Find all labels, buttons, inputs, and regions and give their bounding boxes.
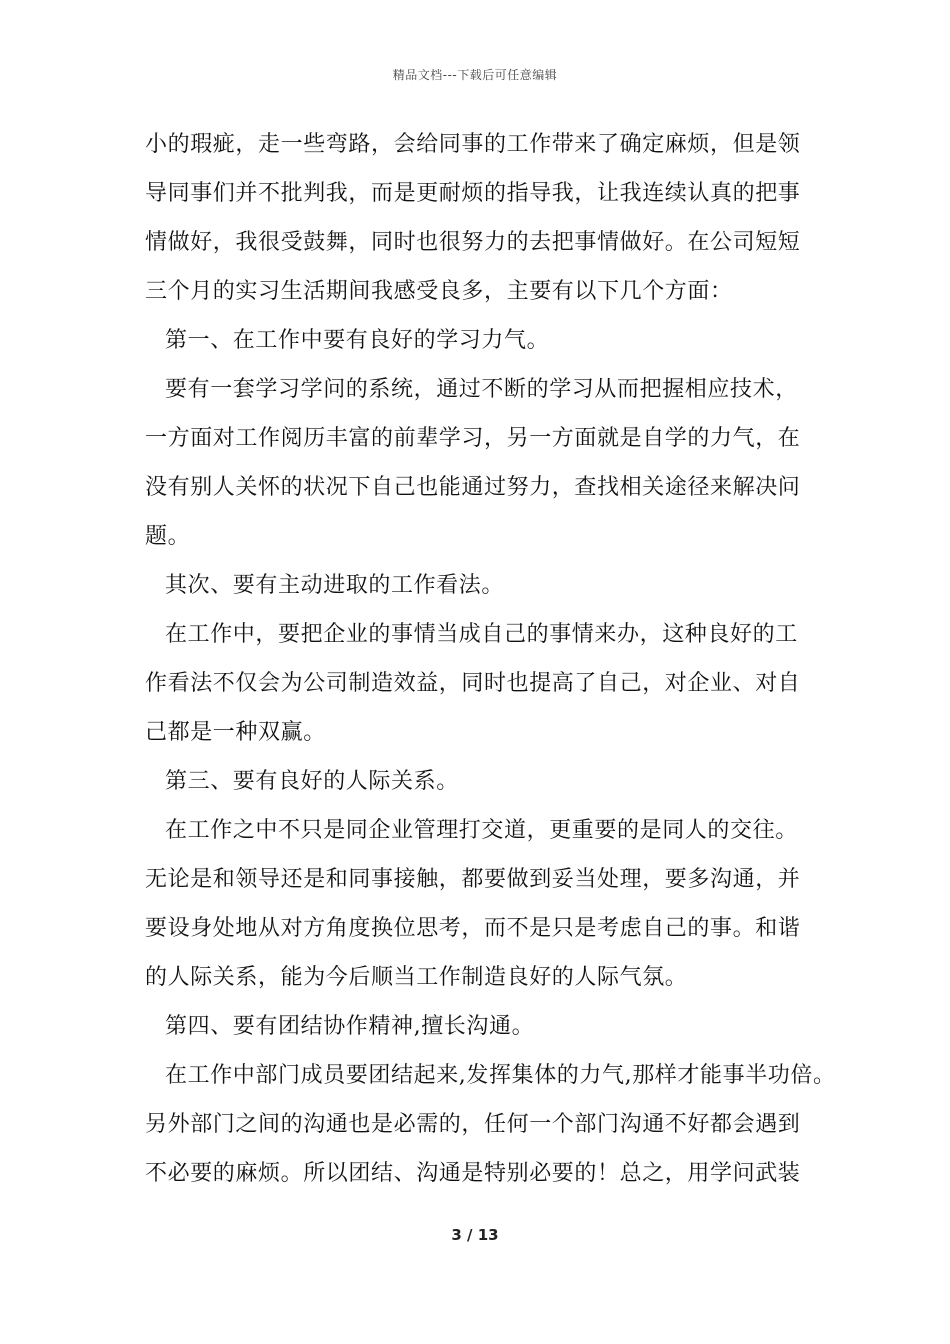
paragraph-line: 没有别人关怀的状况下自己也能通过努力，查找相关途径来解决问	[145, 475, 801, 500]
paragraph-line: 己都是一种双赢。	[145, 720, 326, 745]
paragraph-line: 在工作之中不只是同企业管理打交道，更重要的是同人的交往。	[165, 818, 798, 843]
paragraph-line: 在工作中，要把企业的事情当成自己的事情来办，这种良好的工	[165, 622, 798, 647]
paragraph-line: 小的瑕疵，走一些弯路，会给同事的工作带来了确定麻烦，但是领	[145, 132, 801, 157]
paragraph-line: 三个月的实习生活期间我感受良多，主要有以下几个方面：	[145, 279, 733, 304]
paragraph-line: 要设身处地从对方角度换位思考，而不是只是考虑自己的事。和谐	[145, 916, 801, 941]
section-heading: 第一、在工作中要有良好的学习力气。	[165, 328, 550, 353]
section-heading: 第三、要有良好的人际关系。	[165, 769, 459, 794]
section-heading: 其次、要有主动进取的工作看法。	[165, 573, 505, 598]
paragraph-line: 的人际关系，能为今后顺当工作制造良好的人际气氛。	[145, 965, 688, 990]
section-heading: 第四、要有团结协作精神,擅长沟通。	[165, 1014, 535, 1039]
paragraph-line: 无论是和领导还是和同事接触，都要做到妥当处理，要多沟通，并	[145, 867, 801, 892]
paragraph-line: 情做好，我很受鼓舞，同时也很努力的去把事情做好。在公司短短	[145, 230, 801, 255]
paragraph-line: 题。	[145, 524, 191, 549]
paragraph-line: 在工作中部门成员要团结起来,发挥集体的力气,那样才能事半功倍。	[165, 1063, 836, 1088]
page-header: 精品文档---下载后可任意编辑	[392, 68, 558, 82]
paragraph-line: 作看法不仅会为公司制造效益，同时也提高了自己，对企业、对自	[145, 671, 801, 696]
paragraph-line: 另外部门之间的沟通也是必需的，任何一个部门沟通不好都会遇到	[145, 1112, 801, 1137]
paragraph-line: 导同事们并不批判我，而是更耐烦的指导我，让我连续认真的把事	[145, 181, 801, 206]
paragraph-line: 一方面对工作阅历丰富的前辈学习，另一方面就是自学的力气，在	[145, 426, 801, 451]
paragraph-line: 不必要的麻烦。所以团结、沟通是特别必要的！总之，用学问武装	[145, 1161, 801, 1186]
page-number: 3 / 13	[451, 1226, 499, 1244]
paragraph-line: 要有一套学习学问的系统，通过不断的学习从而把握相应技术，	[165, 377, 798, 402]
